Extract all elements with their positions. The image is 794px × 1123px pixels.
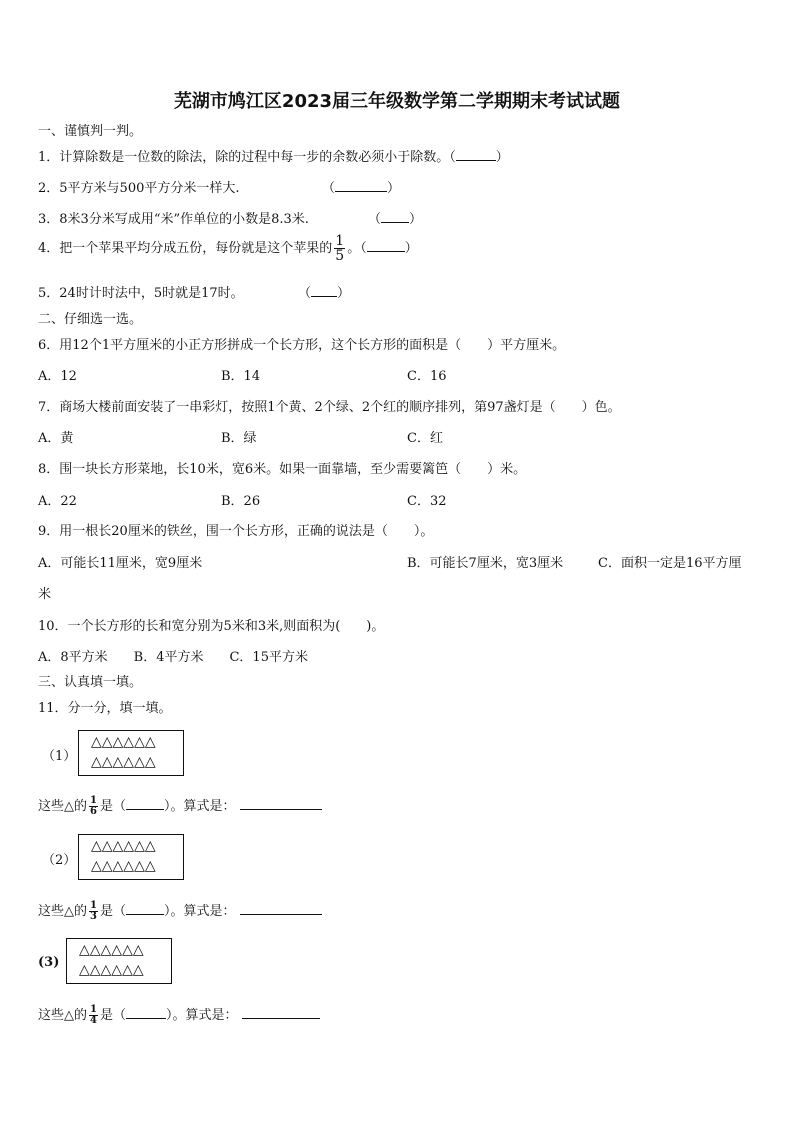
triangle-row: △△△△△△ [91,754,156,770]
question-8: 8．围一块长方形菜地，长10米，宽6米。如果一面靠墙，至少需要篱笆（ ）米。 [38,462,527,477]
question-1 [38,146,509,165]
question-6: 6．用12个1平方厘米的小正方形拼成一个长方形，这个长方形的面积是（ ）平方厘米。 [38,338,566,353]
question-text: 5．24时计时法中，5时就是17时。 [38,286,244,301]
formula-label: ）。算式是： [163,799,236,814]
numerator: 1 [335,233,345,249]
option-a[interactable]: A．12 [38,369,77,384]
part-answer-3 [38,1004,320,1026]
answer-prefix: 这些△的 [38,1008,87,1023]
paren-open: 是（ [99,904,126,919]
question-11: 11．分一分，填一填。 [38,701,172,716]
part-answer-2 [38,900,322,922]
part-label-1: （1） [42,749,77,764]
option-c[interactable]: C．32 [407,494,447,509]
answer-blank[interactable] [126,902,164,915]
part-label-3: (3) [38,955,60,970]
paren-open: （ [368,212,382,227]
option-a[interactable]: A．22 [38,494,77,509]
option-a[interactable]: A．黄 [38,431,74,446]
section-heading-2: 二、仔细选一选。 [38,312,143,327]
paren-close: ） [409,212,423,227]
denominator: 3 [90,911,97,922]
question-4 [38,234,418,263]
answer-blank[interactable] [335,179,387,192]
triangle-box-1 [78,730,184,776]
answer-blank[interactable] [126,797,164,810]
paren-close: ） [404,241,418,256]
triangle-box-2 [78,834,184,880]
formula-label: ）。算式是： [163,904,236,919]
option-b[interactable]: B．绿 [221,431,257,446]
question-9: 9．用一根长20厘米的铁丝，围一个长方形，正确的说法是（ ）。 [38,524,434,539]
question-7: 7．商场大楼前面安装了一串彩灯，按照1个黄、2个绿、2个红的顺序排列，第97盏灯是（ ）色。 [38,400,621,415]
option-c[interactable]: C．面积一定是16平方厘 [598,556,742,571]
triangle-row: △△△△△△ [79,942,144,958]
formula-blank[interactable] [242,1006,320,1019]
question-10: 10．一个长方形的长和宽分别为5米和3米,则面积为( )。 [38,619,385,634]
paren-open: 是（ [99,1008,126,1023]
part-answer-1 [38,795,322,817]
answer-blank[interactable] [456,148,496,161]
numerator: 1 [90,1004,97,1015]
question-text: 1．计算除数是一位数的除法，除的过程中每一步的余数必须小于除数。（ [38,150,456,165]
question-2-answer [322,177,400,196]
triangle-row: △△△△△△ [91,838,156,854]
numerator: 1 [90,900,97,911]
question-10-options[interactable]: A．8平方米 B．4平方米 C．15平方米 [38,650,308,665]
formula-blank[interactable] [240,797,322,810]
paren-open: 。（ [347,241,367,256]
option-a[interactable]: A．可能长11厘米，宽9厘米 [38,556,203,571]
denominator: 4 [90,1015,97,1026]
question-5 [38,282,244,301]
answer-prefix: 这些△的 [38,904,87,919]
fraction [89,796,98,817]
section-heading-1: 一、谨慎判一判。 [38,124,143,139]
denominator: 6 [90,806,97,817]
answer-blank[interactable] [311,284,337,297]
option-b[interactable]: B．可能长7厘米，宽3厘米 [407,556,564,571]
question-5-answer [298,282,350,301]
option-b[interactable]: B．14 [221,369,261,384]
answer-blank[interactable] [381,210,409,223]
fraction [89,901,98,922]
fraction [89,1005,98,1026]
paren-close: ） [387,181,401,196]
option-c[interactable]: C．16 [407,369,447,384]
paren-open: 是（ [99,799,126,814]
formula-blank[interactable] [240,902,322,915]
question-2 [38,177,240,196]
triangle-row: △△△△△△ [91,858,156,874]
question-text: 4．把一个苹果平均分成五份，每份就是这个苹果的 [38,241,333,256]
page-title: 芜湖市鸠江区2023届三年级数学第二学期期末考试试题 [173,91,621,112]
question-text: 3．8米3分米写成用“米”作单位的小数是8.3米. [38,212,309,227]
triangle-row: △△△△△△ [91,734,156,750]
denominator: 5 [335,248,345,264]
paren-open: （ [298,286,312,301]
paren-close: ） [495,150,509,165]
question-text: 2．5平方米与500平方分米一样大. [38,181,240,196]
fraction [334,234,345,263]
option-c[interactable]: C．红 [407,431,443,446]
numerator: 1 [90,795,97,806]
question-3-answer [368,208,422,227]
option-b[interactable]: B．26 [221,494,261,509]
answer-prefix: 这些△的 [38,799,87,814]
answer-blank[interactable] [126,1006,166,1019]
triangle-row: △△△△△△ [79,962,144,978]
section-heading-3: 三、认真填一填。 [38,675,143,690]
question-3 [38,208,309,227]
triangle-box-3 [66,938,172,984]
answer-blank[interactable] [367,239,405,252]
formula-label: ）。算式是： [165,1008,238,1023]
paren-open: （ [322,181,336,196]
paren-close: ） [337,286,351,301]
part-label-2: （2） [42,853,77,868]
option-c-continued: 米 [38,587,52,602]
